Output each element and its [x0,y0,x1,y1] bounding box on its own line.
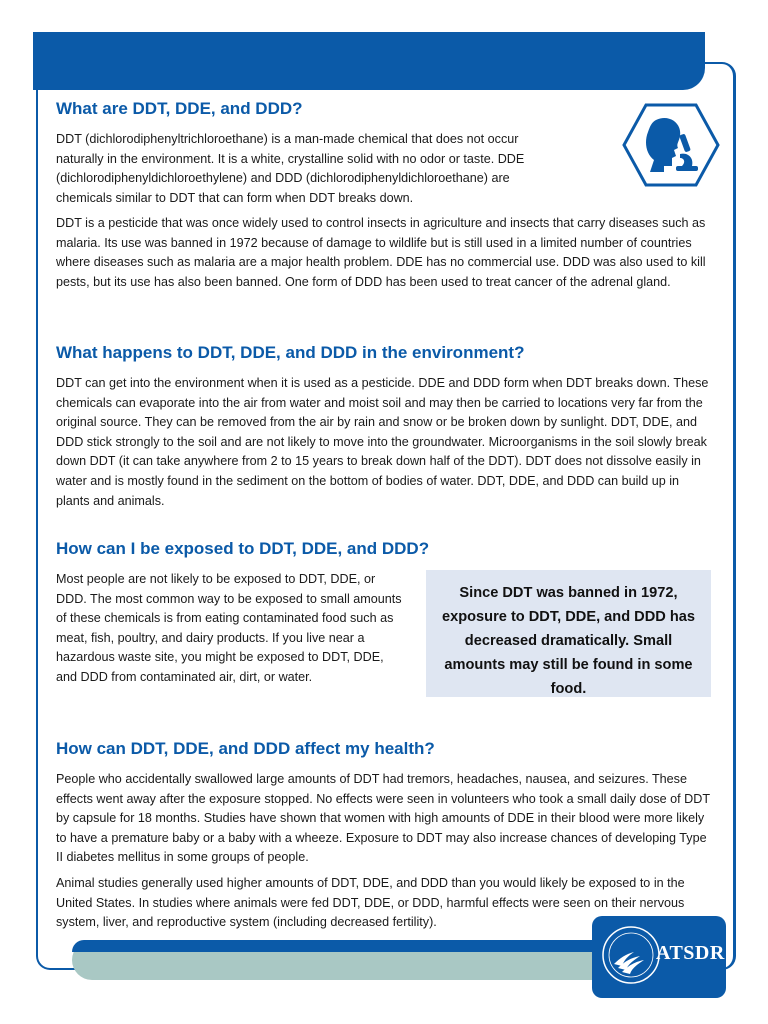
paragraph: Animal studies generally used higher amounts of DDT, DDE, and DDD than you would likely be exposed to in the United States. In studies where animals were fed DDT, DDE, or DDD, harmful effects were seen on their nervous system, liver, and reproductive system (including decreased fertility). [56,876,685,930]
logo-text: ATSDR [656,942,725,964]
paragraph: People who accidentally swallowed large amounts of DDT had tremors, headaches, nausea, and seizures. These effects went away after the exposure stopped. No effects were seen in volunteers who took a small daily dose of DDT by capsule for 18 months. Studies have shown that women with high amounts of DDE in their blood were more likely to have a premature baby or a baby with a wheeze. Exposure to DDT may also increase chances of developing Type II diabetes mellitus in some groups of people. [56,772,710,865]
section-heading: How can I be exposed to DDT, DDE, and DDD? [56,539,430,558]
paragraph: DDT can get into the environment when it is used as a pesticide. DDE and DDD form when DDT breaks down. These chemicals can evaporate into the air from water and moist soil and may then be carried to locations very far from the original source. They can be removed from the air by rain and snow or be broken down by sunlight. DDT, DDE, and DDD stick strongly to the soil and are not likely to move into the groundwater. Microorganisms in the soil slowly break down DDT (it can take anywhere from 2 to 15 years to break down half of the DDT). DDT does not dissolve easily in water and is mostly found in the sediment on the bottom of bodies of water. DDT, DDE, and DDD can build up in plants and animals. [56,376,709,508]
atsdr-logo [592,916,726,998]
footer-bar-accent [72,940,612,952]
section-heading: What are DDT, DDE, and DDD? [56,99,303,118]
paragraph: DDT is a pesticide that was once widely used to control insects in agriculture and insects that carry diseases such as malaria. Its use was banned in 1972 because of damage to wildlife but is still used in a limited number of countries where diseases such as malaria are a major health problem. DDE has no commercial use. DDD was also used to kill pests, but its use has also been banned. One form of DDD has been used to treat cancer of the adrenal gland. [56,216,706,289]
hexagon-human-head-microscope-icon [622,102,720,188]
hhs-eagle-seal-icon [600,924,662,986]
paragraph: DDT (dichlorodiphenyltrichloroethane) is a man-made chemical that does not occur naturally in the environment. It is a white, crystalline solid with no odor or taste. DDE (dichlorodiphenyldichloroethylene) and DDD (dichlorodiphenyldichloroethane) are chemicals similar to DDT that can form when DDT breaks down. [56,132,525,205]
header-bar [33,32,705,90]
paragraph: Most people are not likely to be exposed to DDT, DDE, or DDD. The most common way to be exposed to small amounts of these chemicals is from eating contaminated food such as meat, fish, poultry, and dairy products. If you live near a hazardous waste site, you might be exposed to DDT, DDE, and DDD from contaminated air, dirt, or water. [56,572,402,684]
section-heading: How can DDT, DDE, and DDD affect my health? [56,739,435,758]
callout-box: Since DDT was banned in 1972, exposure to DDT, DDE, and DDD has decreased dramatically. Small amounts may still be found in some food. [426,570,711,697]
section-heading: What happens to DDT, DDE, and DDD in the environment? [56,343,525,362]
